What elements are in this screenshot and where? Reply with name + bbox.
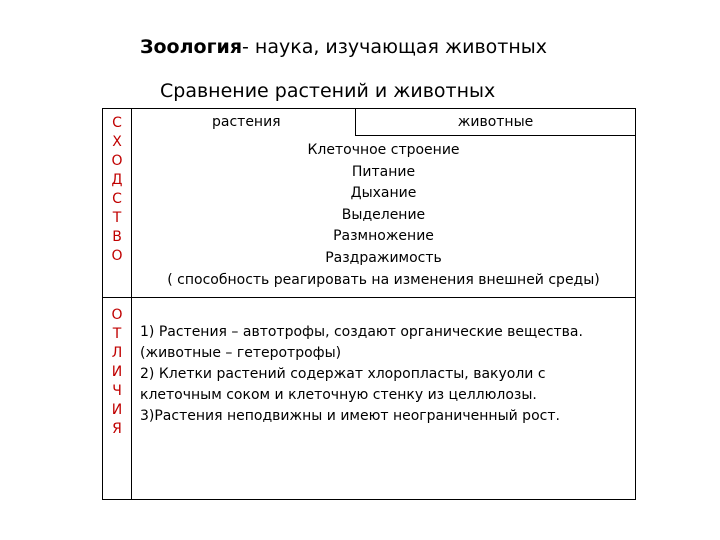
difference-list [132,298,636,500]
similarity-label [103,109,132,298]
table-title: Сравнение растений и животных [160,80,496,102]
difference-letter: Т [112,326,122,342]
similarity-item: Раздражимость [325,249,442,266]
heading-term: Зоология [140,36,243,58]
similarity-letter: О [111,248,123,264]
difference-line: 2) Клетки растений содержат хлоропласты, вакуоли с [140,366,546,382]
difference-line: 3)Растения неподвижны и имеют неограниченный рост. [140,408,560,424]
similarity-item: Дыхание [350,185,417,202]
similarity-row [103,136,636,298]
difference-letter: О [111,307,123,323]
similarity-letter: Д [111,172,123,188]
difference-label [103,298,132,500]
comparison-table [102,108,636,500]
similarity-list [132,136,636,298]
similarity-letter: В [112,229,122,245]
difference-line: 1) Растения – автотрофы, создают органические вещества. [140,324,583,340]
column-header-plants: растения [132,109,356,136]
similarity-item: Выделение [341,206,426,223]
similarity-letter: Х [112,134,122,150]
page-heading [140,36,547,58]
difference-letter: И [111,364,123,380]
difference-letter: Л [111,345,123,361]
difference-letter: И [111,402,123,418]
similarity-item: ( способность реагировать на изменения внешней среды) [167,271,600,288]
similarity-item: Клеточное строение [307,142,460,158]
heading-definition: - наука, изучающая животных [242,36,548,58]
header-row [103,109,636,136]
difference-letter: Я [112,421,122,437]
difference-letter: Ч [112,383,122,399]
similarity-letter: Т [112,210,122,226]
column-header-animals: животные [356,109,636,136]
similarity-item: Размножение [333,228,434,245]
similarity-letter: О [111,153,123,169]
difference-row [103,298,636,500]
similarity-item: Питание [351,163,416,180]
similarity-letter: С [112,115,122,131]
similarity-letter: С [112,191,122,207]
difference-line: клеточным соком и клеточную стенку из целлюлозы. [140,387,537,403]
difference-line: (животные – гетеротрофы) [140,345,342,361]
